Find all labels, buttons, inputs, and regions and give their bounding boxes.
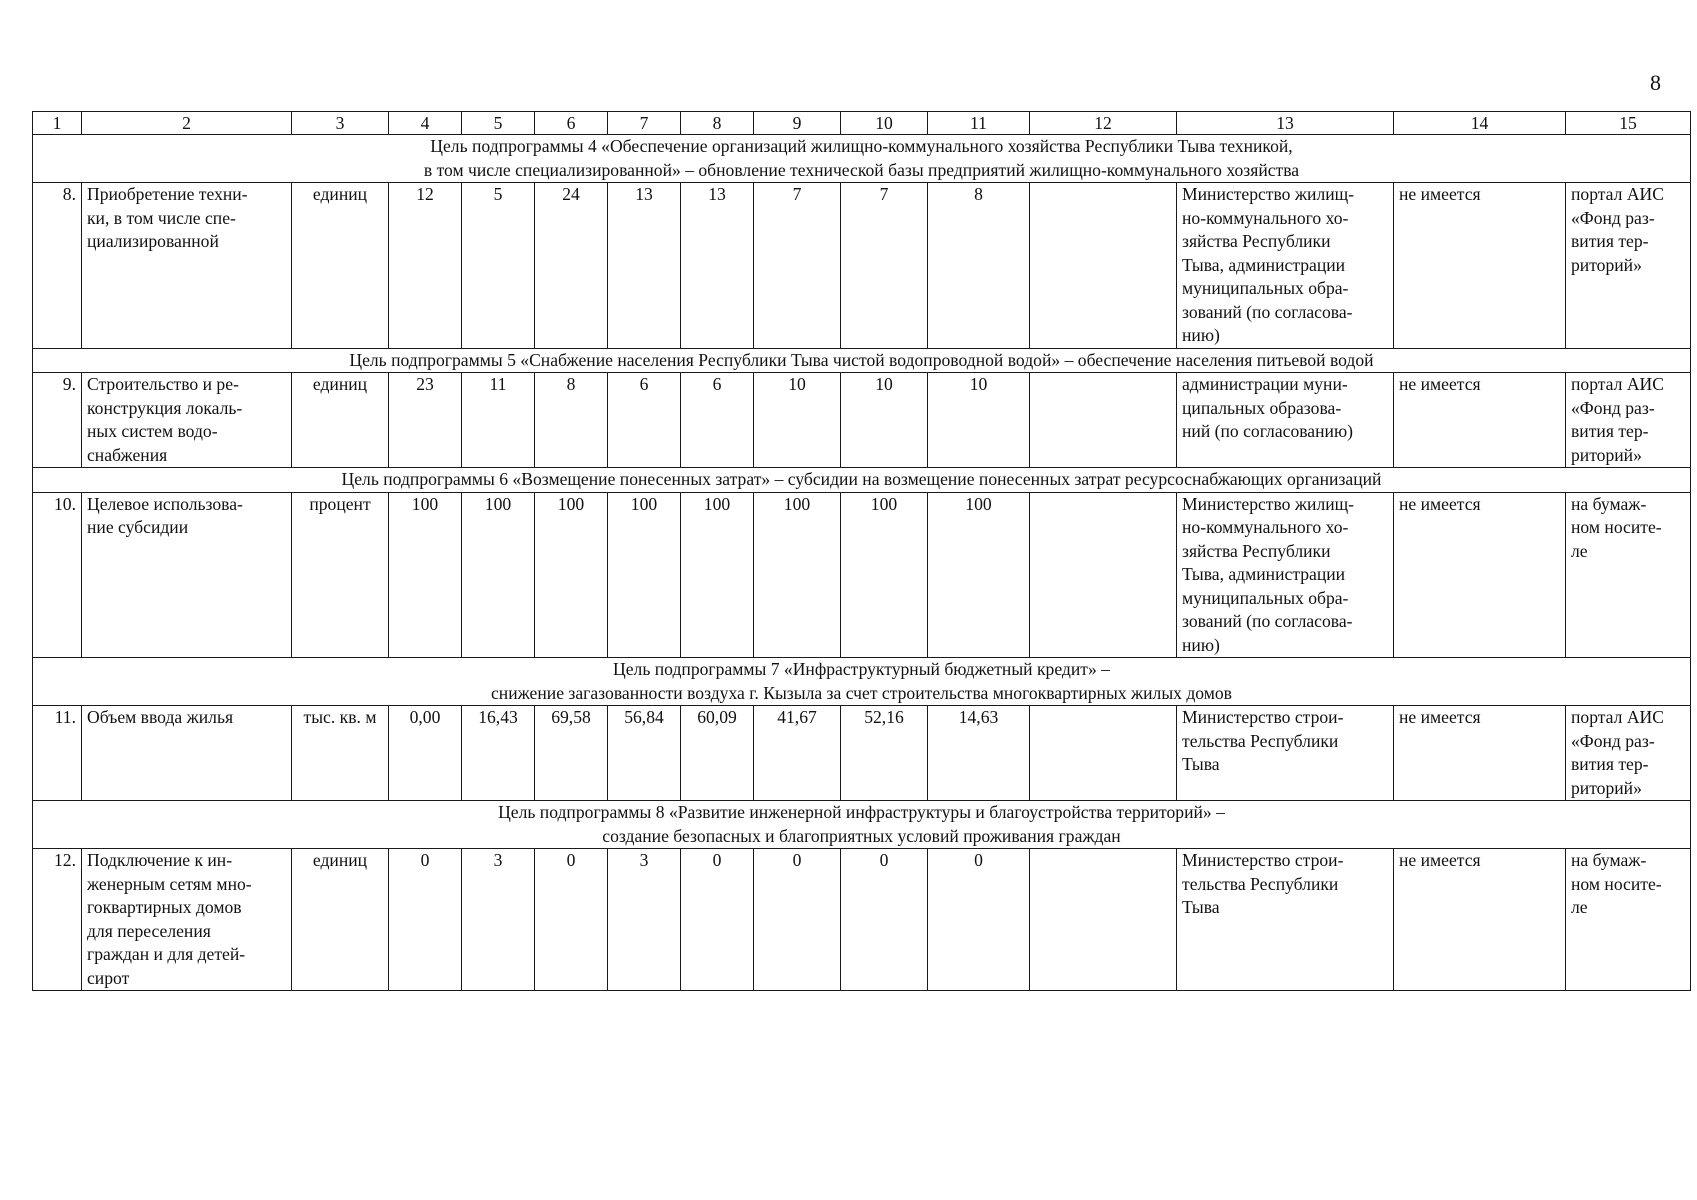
- header-cell: 4: [389, 112, 462, 135]
- table-row: [33, 849, 1691, 991]
- header-cell: 3: [292, 112, 389, 135]
- value-cell: 8: [535, 373, 608, 468]
- header-cell: 13: [1177, 112, 1394, 135]
- value-cell: 10: [928, 373, 1030, 468]
- row-number: 10.: [33, 492, 82, 658]
- text-line: «Фонд раз-: [1571, 207, 1655, 228]
- unit-cell: единиц: [292, 849, 389, 991]
- value-cell: 0: [681, 849, 754, 991]
- text-line: тельства Республики: [1182, 873, 1339, 894]
- header-cell: 10: [841, 112, 928, 135]
- text-line: но-коммунального хо-: [1182, 207, 1349, 228]
- col14-cell: не имеется: [1394, 706, 1566, 801]
- text-line: зяйства Республики: [1182, 231, 1331, 251]
- text-line: «Фонд раз-: [1571, 397, 1655, 418]
- goal-row-8: [33, 801, 1691, 849]
- row-number: 11.: [33, 706, 82, 801]
- row-number: 12.: [33, 849, 82, 991]
- text-line: риторий»: [1571, 254, 1642, 275]
- value-cell: 100: [389, 492, 462, 658]
- value-cell: 23: [389, 373, 462, 468]
- text-line: ле: [1571, 897, 1588, 917]
- value-cell: 6: [608, 373, 681, 468]
- text-line: ципальных образова-: [1182, 397, 1342, 418]
- text-line: Объем ввода жилья: [87, 707, 234, 727]
- text-line: зований (по согласова-: [1182, 301, 1353, 322]
- unit-cell: единиц: [292, 373, 389, 468]
- text-line: граждан и для детей-: [87, 944, 246, 964]
- indicator-name: [82, 183, 292, 349]
- value-cell: 69,58: [535, 706, 608, 801]
- value-cell: 24: [535, 183, 608, 349]
- goal-line: Цель подпрограммы 6 «Возмещение понесенных затрат» – субсидии на возмещение понесенных затрат ресурсоснабжающих организаций: [341, 469, 1382, 489]
- header-cell: 1: [33, 112, 82, 135]
- value-cell: 14,63: [928, 706, 1030, 801]
- header-cell: 8: [681, 112, 754, 135]
- text-line: гоквартирных домов: [87, 897, 242, 917]
- value-cell: 100: [754, 492, 841, 658]
- value-cell: 10: [841, 373, 928, 468]
- goal-row-7: [33, 658, 1691, 706]
- responsible-cell: [1177, 492, 1394, 658]
- text-line: Тыва, администрации: [1182, 564, 1346, 584]
- goal-row-6: [33, 468, 1691, 493]
- text-line: циализированной: [87, 231, 219, 251]
- value-cell: 100: [928, 492, 1030, 658]
- indicator-name: [82, 849, 292, 991]
- text-line: ний (по согласованию): [1182, 421, 1353, 441]
- responsible-cell: [1177, 706, 1394, 801]
- table-row: [33, 492, 1691, 658]
- goal-line: Цель подпрограммы 5 «Снабжение населения Республики Тыва чистой водопроводной водой» – обеспечение населения питьевой водой: [349, 349, 1374, 370]
- responsible-cell: [1177, 373, 1394, 468]
- text-line: ных систем водо-: [87, 421, 218, 441]
- table-row: [33, 183, 1691, 349]
- goal-cell: [33, 468, 1691, 493]
- value-cell: 56,84: [608, 706, 681, 801]
- header-cell: 7: [608, 112, 681, 135]
- value-cell: 3: [608, 849, 681, 991]
- goal-line: создание безопасных и благоприятных условий проживания граждан: [602, 825, 1121, 846]
- goal-cell: [33, 348, 1691, 373]
- text-line: «Фонд раз-: [1571, 730, 1655, 751]
- header-cell: 5: [462, 112, 535, 135]
- text-line: Министерство жилищ-: [1182, 493, 1355, 514]
- header-cell: 6: [535, 112, 608, 135]
- col14-cell: не имеется: [1394, 373, 1566, 468]
- value-cell: 0: [841, 849, 928, 991]
- goal-row-5: [33, 348, 1691, 373]
- text-line: зяйства Республики: [1182, 540, 1331, 561]
- goal-row-4: [33, 135, 1691, 183]
- value-cell: 6: [681, 373, 754, 468]
- text-line: но-коммунального хо-: [1182, 517, 1349, 537]
- table-row: [33, 373, 1691, 468]
- indicator-name: [82, 706, 292, 801]
- text-line: Строительство и ре-: [87, 374, 239, 394]
- source-cell: [1566, 373, 1691, 468]
- value-cell: 41,67: [754, 706, 841, 801]
- responsible-cell: [1177, 183, 1394, 349]
- value-cell: 0: [754, 849, 841, 991]
- text-line: портал АИС: [1571, 707, 1664, 727]
- header-cell: 9: [754, 112, 841, 135]
- text-line: портал АИС: [1571, 184, 1664, 204]
- text-line: вития тер-: [1571, 754, 1649, 774]
- source-cell: [1566, 183, 1691, 349]
- value-cell: 12: [389, 183, 462, 349]
- text-line: ном носите-: [1571, 517, 1662, 537]
- value-cell: 7: [841, 183, 928, 349]
- value-cell: 11: [462, 373, 535, 468]
- text-line: сирот: [87, 967, 130, 988]
- empty-cell: [1030, 849, 1177, 991]
- unit-cell: единиц: [292, 183, 389, 349]
- value-cell: 100: [841, 492, 928, 658]
- goal-line: снижение загазованности воздуха г. Кызыла за счет строительства многоквартирных жилых домов: [490, 682, 1232, 703]
- goal-line: Цель подпрограммы 4 «Обеспечение организаций жилищно-коммунального хозяйства Республики Тыва техникой,: [430, 136, 1293, 156]
- text-line: Тыва, администрации: [1182, 254, 1346, 275]
- goal-cell: [33, 658, 1691, 706]
- text-line: ном носите-: [1571, 873, 1662, 894]
- text-line: вития тер-: [1571, 231, 1649, 251]
- text-line: портал АИС: [1571, 374, 1664, 394]
- row-number: 8.: [33, 183, 82, 349]
- text-line: Подключение к ин-: [87, 850, 233, 870]
- text-line: конструкция локаль-: [87, 397, 243, 418]
- text-line: риторий»: [1571, 777, 1642, 798]
- text-line: зований (по согласова-: [1182, 611, 1353, 631]
- empty-cell: [1030, 183, 1177, 349]
- empty-cell: [1030, 492, 1177, 658]
- text-line: ки, в том числе спе-: [87, 207, 236, 228]
- value-cell: 0,00: [389, 706, 462, 801]
- header-row: [33, 112, 1691, 135]
- source-cell: [1566, 849, 1691, 991]
- text-line: ние субсидии: [87, 517, 189, 537]
- unit-cell: тыс. кв. м: [292, 706, 389, 801]
- text-line: Министерство строи-: [1182, 707, 1344, 727]
- header-cell: 15: [1566, 112, 1691, 135]
- responsible-cell: [1177, 849, 1394, 991]
- text-line: на бумаж-: [1571, 850, 1647, 870]
- value-cell: 7: [754, 183, 841, 349]
- text-line: женерным сетям мно-: [87, 873, 252, 894]
- text-line: тельства Республики: [1182, 730, 1339, 751]
- header-cell: 11: [928, 112, 1030, 135]
- text-line: снабжения: [87, 444, 168, 465]
- value-cell: 8: [928, 183, 1030, 349]
- text-line: нию): [1182, 325, 1220, 345]
- value-cell: 5: [462, 183, 535, 349]
- value-cell: 52,16: [841, 706, 928, 801]
- unit-cell: процент: [292, 492, 389, 658]
- col14-cell: не имеется: [1394, 849, 1566, 991]
- text-line: муниципальных обра-: [1182, 587, 1349, 608]
- col14-cell: не имеется: [1394, 183, 1566, 349]
- empty-cell: [1030, 706, 1177, 801]
- text-line: Приобретение техни-: [87, 184, 248, 204]
- indicators-table: [32, 111, 1691, 991]
- goal-cell: [33, 801, 1691, 849]
- value-cell: 3: [462, 849, 535, 991]
- goal-cell: [33, 135, 1691, 183]
- row-number: 9.: [33, 373, 82, 468]
- text-line: Тыва: [1182, 754, 1220, 774]
- value-cell: 0: [535, 849, 608, 991]
- value-cell: 100: [681, 492, 754, 658]
- text-line: Министерство строи-: [1182, 850, 1344, 870]
- empty-cell: [1030, 373, 1177, 468]
- indicator-name: [82, 492, 292, 658]
- value-cell: 13: [681, 183, 754, 349]
- source-cell: [1566, 492, 1691, 658]
- text-line: риторий»: [1571, 444, 1642, 465]
- value-cell: 100: [608, 492, 681, 658]
- goal-line: Цель подпрограммы 7 «Инфраструктурный бюджетный кредит» –: [613, 659, 1110, 679]
- text-line: ле: [1571, 540, 1588, 561]
- goal-line: в том числе специализированной» – обновление технической базы предприятий жилищно-коммунального хозяйства: [423, 159, 1300, 180]
- text-line: на бумаж-: [1571, 493, 1647, 514]
- value-cell: 100: [535, 492, 608, 658]
- text-line: Тыва: [1182, 897, 1220, 917]
- indicator-name: [82, 373, 292, 468]
- value-cell: 60,09: [681, 706, 754, 801]
- page-number: 8: [1650, 70, 1661, 95]
- source-cell: [1566, 706, 1691, 801]
- value-cell: 100: [462, 492, 535, 658]
- header-cell: 12: [1030, 112, 1177, 135]
- text-line: Министерство жилищ-: [1182, 184, 1355, 204]
- col14-cell: не имеется: [1394, 492, 1566, 658]
- text-line: Целевое использова-: [87, 493, 243, 514]
- header-cell: 14: [1394, 112, 1566, 135]
- text-line: вития тер-: [1571, 421, 1649, 441]
- goal-line: Цель подпрограммы 8 «Развитие инженерной инфраструктуры и благоустройства территорий» –: [498, 802, 1225, 822]
- table-row: [33, 706, 1691, 801]
- value-cell: 16,43: [462, 706, 535, 801]
- value-cell: 0: [928, 849, 1030, 991]
- text-line: для переселения: [87, 920, 211, 941]
- text-line: администрации муни-: [1182, 374, 1348, 394]
- text-line: нию): [1182, 634, 1220, 655]
- text-line: муниципальных обра-: [1182, 278, 1349, 298]
- value-cell: 0: [389, 849, 462, 991]
- value-cell: 13: [608, 183, 681, 349]
- value-cell: 10: [754, 373, 841, 468]
- header-cell: 2: [82, 112, 292, 135]
